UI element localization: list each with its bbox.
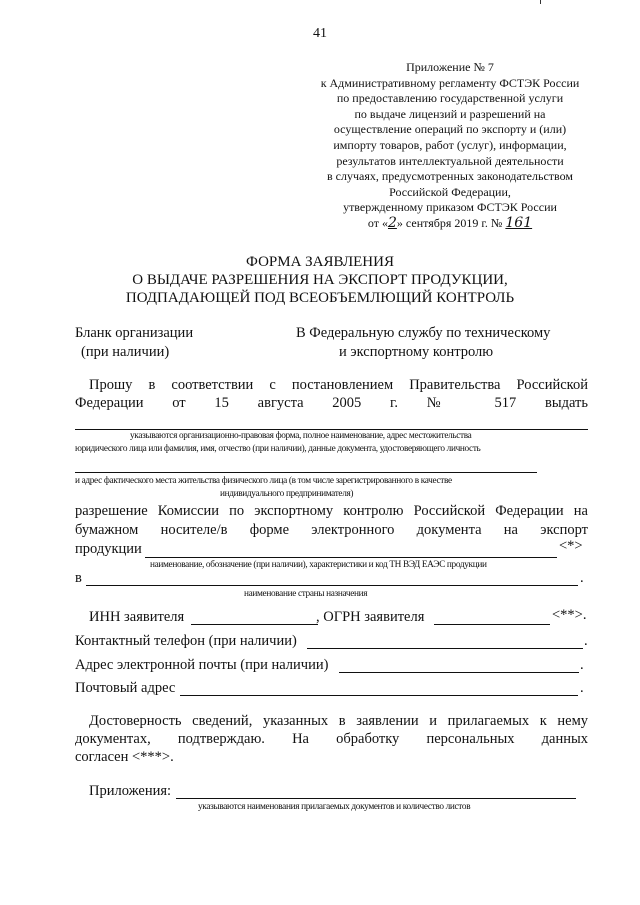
annex-line: осуществление операций по экспорту и (или) — [333, 122, 567, 137]
confirm-line2: документах, подтверждаю. На обработку персональных данных — [75, 731, 588, 747]
annex-line: по выдаче лицензий и разрешений на — [354, 106, 546, 121]
annex-line: результатов интеллектуальной деятельности — [336, 153, 564, 168]
annex-line: Российской Федерации, — [389, 184, 511, 199]
footnote-mark-1: <*> — [559, 538, 583, 554]
phone-input-line[interactable] — [307, 648, 583, 649]
permit-end-dot: . — [580, 570, 584, 586]
annex-date: от «2» сентября 2019 г. № 161 — [367, 214, 533, 231]
applicant-input-line-2[interactable] — [75, 472, 537, 473]
attachments-label: Приложения: — [89, 783, 172, 799]
phone-label: Контактный телефон (при наличии) — [75, 633, 297, 649]
postal-input-line[interactable] — [180, 695, 578, 696]
hint-country: наименование страны назначения — [244, 589, 368, 599]
confirm-line1: Достоверность сведений, указанных в заявлении и прилагаемых к нему — [89, 713, 588, 729]
postal-label: Почтовый адрес — [75, 680, 176, 696]
handwritten-order-number: 161 — [505, 214, 533, 231]
document-title: ФОРМА ЗАЯВЛЕНИЯ О ВЫДАЧЕ РАЗРЕШЕНИЯ НА ЭКСПОРТ ПРОДУКЦИИ, ПОДПАДАЮЩЕЙ ПОД ВСЕОБЪЕМЛЮЩИЙ КОНТРОЛЬ — [125, 254, 515, 306]
hint-product: наименование, обозначение (при наличии), характеристики и код ТН ВЭД ЕАЭС продукции — [150, 560, 487, 570]
phone-dot: . — [584, 633, 588, 649]
permit-to-label: в — [75, 570, 82, 586]
header-left-line2: (при наличии) — [81, 344, 170, 360]
applicant-input-line-1[interactable] — [75, 429, 588, 430]
annex-block — [290, 60, 610, 232]
attachments-input-line[interactable] — [176, 798, 576, 799]
annex-line: к Административному регламенту ФСТЭК России — [320, 75, 580, 90]
handwritten-day: 2 — [387, 214, 397, 231]
header-left-line1: Бланк организации — [75, 325, 194, 341]
ogrn-input-line[interactable] — [434, 624, 550, 625]
annex-line: в случаях, предусмотренных законодательством — [327, 169, 573, 184]
inn-label: ИНН заявителя — [89, 609, 185, 625]
header-right-line2: и экспортному контролю — [339, 344, 494, 360]
inn-input-line[interactable] — [191, 624, 318, 625]
hint-applicant-2a: и адрес фактического места жительства физического лица (в том числе зарегистрированного в качестве — [75, 476, 452, 486]
annex-line: утвержденному приказом ФСТЭК России — [343, 200, 557, 215]
confirm-line3: согласен <***>. — [75, 749, 174, 765]
permit-line1: разрешение Комиссии по экспортному контролю Российской Федерации на — [75, 503, 588, 519]
hint-attachments: указываются наименования прилагаемых документов и количество листов — [198, 802, 471, 812]
request-line1: Прошу в соответствии с постановлением Правительства Российской — [89, 377, 588, 393]
scan-mark — [540, 0, 542, 4]
hint-applicant-2b: индивидуального предпринимателя) — [220, 489, 354, 499]
hint-applicant-1a: указываются организационно-правовая форма, полное наименование, адрес местожительства — [130, 431, 472, 441]
email-label: Адрес электронной почты (при наличии) — [75, 657, 329, 673]
annex-line: импорту товаров, работ (услуг), информации, — [333, 137, 567, 152]
header-right-line1: В Федеральную службу по техническому — [296, 325, 551, 341]
postal-dot: . — [580, 680, 584, 696]
annex-line: Приложение № 7 — [406, 60, 494, 74]
permit-line2: бумажном носителе/в форме электронного документа на экспорт — [75, 522, 588, 538]
email-dot: . — [580, 657, 584, 673]
email-input-line[interactable] — [339, 672, 579, 673]
page-number: 41 — [313, 26, 327, 41]
permit-product-label: продукции — [75, 541, 142, 557]
footnote-mark-2: <**>. — [552, 607, 587, 623]
country-input-line[interactable] — [86, 585, 578, 586]
product-input-line[interactable] — [145, 557, 557, 558]
ogrn-label: , ОГРН заявителя — [316, 609, 425, 625]
annex-line: по предоставлению государственной услуги — [336, 91, 564, 106]
hint-applicant-1b: юридического лица или фамилия, имя, отчество (при наличии), данные документа, удостоверяющего личность — [75, 444, 481, 454]
request-line2: Федерации от 15 августа 2005 г. № 517 выдать — [75, 395, 588, 411]
